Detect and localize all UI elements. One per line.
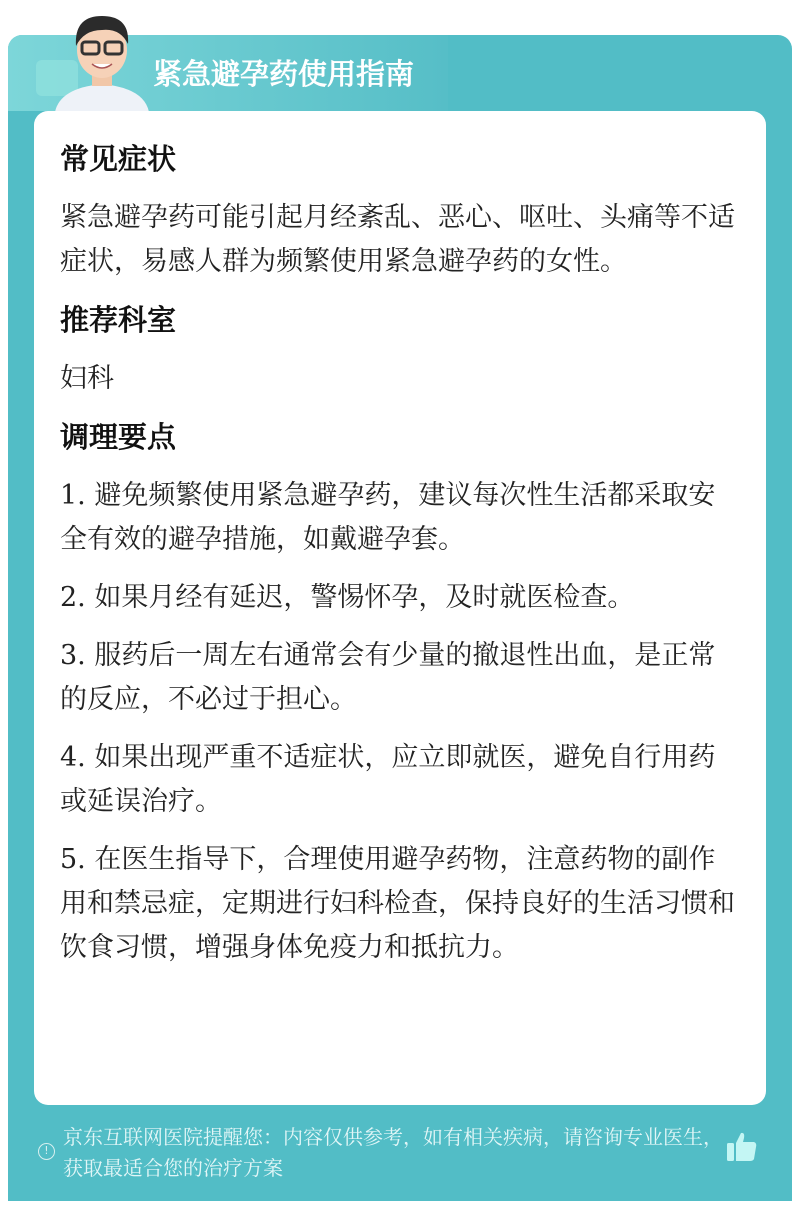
section-heading: 推荐科室 xyxy=(60,303,177,337)
doctor-avatar xyxy=(50,8,154,112)
info-icon: ! xyxy=(38,1143,55,1160)
thumbs-up-icon[interactable] xyxy=(726,1130,758,1162)
section-heading: 常见症状 xyxy=(60,142,177,176)
list-item: 1. 避免频繁使用紧急避孕药，建议每次性生活都采取安全有效的避孕措施，如戴避孕套。 xyxy=(60,480,716,555)
disclaimer-text: 京东互联网医院提醒您：内容仅供参考，如有相关疾病，请咨询专业医生，获取最适合您的治疗方案 xyxy=(63,1125,723,1180)
section-heading: 调理要点 xyxy=(60,420,177,454)
page-title: 紧急避孕药使用指南 xyxy=(153,57,415,91)
department-text: 妇科 xyxy=(60,363,114,394)
list-item: 3. 服药后一周左右通常会有少量的撤退性出血，是正常的反应，不必过于担心。 xyxy=(60,640,716,715)
list-item: 5. 在医生指导下，合理使用避孕药物，注意药物的副作用和禁忌症，定期进行妇科检查，保持良好的生活习惯和饮食习惯，增强身体免疫力和抵抗力。 xyxy=(60,844,735,963)
list-item: 2. 如果月经有延迟，警惕怀孕，及时就医检查。 xyxy=(60,582,635,613)
content-card xyxy=(34,111,766,1105)
symptoms-text: 紧急避孕药可能引起月经紊乱、恶心、呕吐、头痛等不适症状，易感人群为频繁使用紧急避孕药的女性。 xyxy=(60,202,735,277)
list-item: 4. 如果出现严重不适症状，应立即就医，避免自行用药或延误治疗。 xyxy=(60,742,716,817)
